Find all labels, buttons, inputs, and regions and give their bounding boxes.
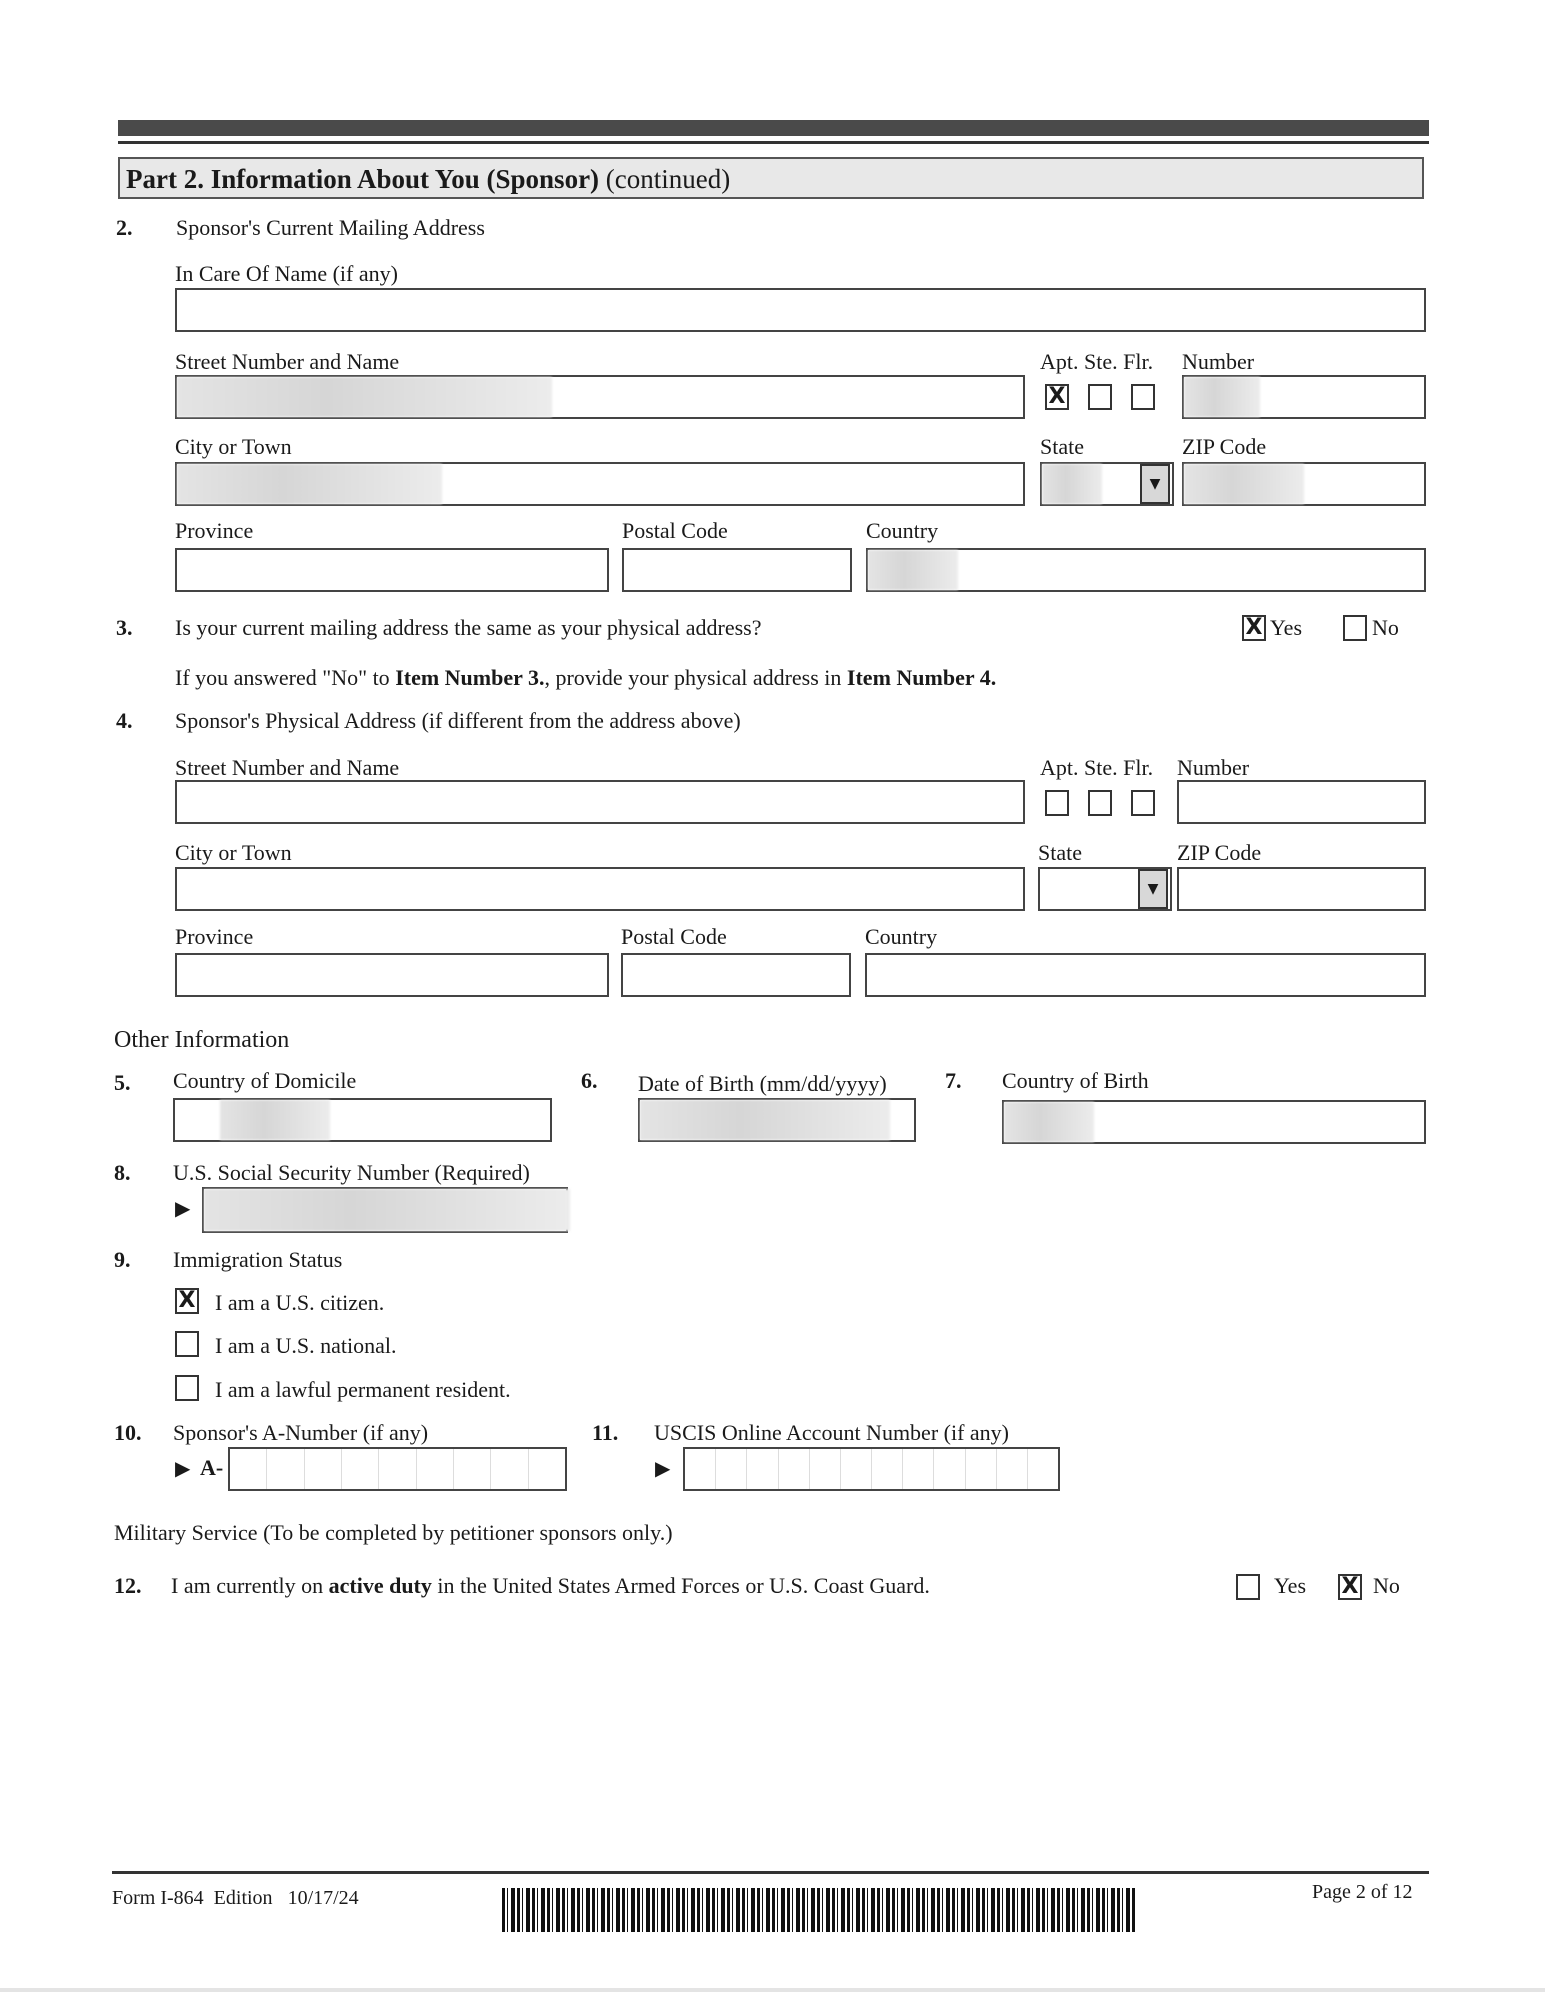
dob-input[interactable] xyxy=(638,1098,916,1142)
city-label: City or Town xyxy=(175,434,292,459)
zip-input[interactable] xyxy=(1182,462,1426,506)
form-edition xyxy=(112,1885,359,1911)
apt-ste-flr-label: Apt. Ste. Flr. xyxy=(1040,755,1154,780)
physical-country-input[interactable] xyxy=(865,953,1426,997)
city-input[interactable] xyxy=(175,462,1025,506)
form-id: Form I-864 xyxy=(112,1887,204,1909)
country-input[interactable] xyxy=(866,548,1426,592)
item2-title: Sponsor's Current Mailing Address xyxy=(176,215,485,240)
item3-yes-label: Yes xyxy=(1270,615,1303,640)
in-care-of-label: In Care Of Name (if any) xyxy=(175,261,398,286)
dob-label: Date of Birth (mm/dd/yyyy) xyxy=(638,1071,887,1096)
item3-no-label: No xyxy=(1372,615,1399,640)
country-birth-label: Country of Birth xyxy=(1002,1068,1149,1093)
ste-checkbox[interactable] xyxy=(1088,384,1112,410)
redacted-value xyxy=(220,1100,330,1140)
part-suffix: (continued) xyxy=(599,164,731,194)
item12-text-pre: I am currently on xyxy=(171,1573,329,1598)
flr-checkbox[interactable] xyxy=(1131,384,1155,410)
item-number: 3. xyxy=(116,615,133,640)
redacted-value xyxy=(204,1189,570,1231)
note-bold: Item Number 3. xyxy=(395,665,545,690)
citizen-checkbox[interactable]: X xyxy=(175,1288,199,1314)
note-bold: Item Number 4. xyxy=(846,665,997,690)
apt-ste-flr-label: Apt. Ste. Flr. xyxy=(1040,349,1154,374)
part-header xyxy=(118,157,1424,199)
in-care-of-input[interactable] xyxy=(175,288,1426,332)
redacted-value xyxy=(1184,464,1304,504)
postal-code-label: Postal Code xyxy=(622,518,728,543)
item-number: 4. xyxy=(116,708,133,733)
lpr-checkbox[interactable] xyxy=(175,1375,199,1401)
arrow-icon: ▶ xyxy=(175,1456,191,1480)
item-number: 10. xyxy=(114,1420,142,1445)
state-label: State xyxy=(1038,840,1082,865)
item-number: 2. xyxy=(116,215,133,240)
zip-label: ZIP Code xyxy=(1177,840,1262,865)
physical-number-input[interactable] xyxy=(1177,780,1426,824)
country-birth-input[interactable] xyxy=(1002,1100,1426,1144)
redacted-value xyxy=(1004,1102,1094,1142)
physical-ste-checkbox[interactable] xyxy=(1088,790,1112,816)
redacted-value xyxy=(1184,377,1260,417)
uscis-account-label: USCIS Online Account Number (if any) xyxy=(654,1420,1009,1445)
item3-question: Is your current mailing address the same as your physical address? xyxy=(175,615,762,640)
item12-text xyxy=(171,1573,930,1599)
physical-postal-code-input[interactable] xyxy=(621,953,851,997)
redacted-value xyxy=(1042,464,1102,504)
item-number: 9. xyxy=(114,1247,131,1272)
street-label: Street Number and Name xyxy=(175,755,400,780)
arrow-icon: ▶ xyxy=(175,1196,191,1220)
item-number: 12. xyxy=(114,1573,142,1598)
physical-zip-input[interactable] xyxy=(1177,867,1426,911)
country-label: Country xyxy=(866,518,939,543)
other-info-heading: Other Information xyxy=(114,1027,290,1053)
item3-note xyxy=(175,665,996,691)
postal-code-input[interactable] xyxy=(622,548,852,592)
physical-city-input[interactable] xyxy=(175,867,1025,911)
number-label: Number xyxy=(1182,349,1255,374)
physical-flr-checkbox[interactable] xyxy=(1131,790,1155,816)
a-number-prefix: A- xyxy=(200,1455,224,1480)
zip-label: ZIP Code xyxy=(1182,434,1267,459)
redacted-value xyxy=(177,464,442,504)
item3-yes-checkbox[interactable]: X xyxy=(1242,615,1266,641)
number-input[interactable] xyxy=(1182,375,1426,419)
country-domicile-label: Country of Domicile xyxy=(173,1068,357,1093)
redacted-value xyxy=(640,1100,890,1140)
item12-text-bold: active duty xyxy=(328,1573,432,1598)
item-number: 7. xyxy=(945,1068,962,1093)
page-edge xyxy=(0,1988,1545,1992)
province-label: Province xyxy=(175,518,254,543)
province-input[interactable] xyxy=(175,548,609,592)
edition-label: Edition xyxy=(213,1887,273,1909)
citizen-label: I am a U.S. citizen. xyxy=(215,1290,385,1315)
street-input[interactable] xyxy=(175,375,1025,419)
city-label: City or Town xyxy=(175,840,292,865)
a-number-input[interactable] xyxy=(228,1447,567,1491)
ssn-label: U.S. Social Security Number (Required) xyxy=(173,1160,530,1185)
national-checkbox[interactable] xyxy=(175,1331,199,1357)
physical-apt-checkbox[interactable] xyxy=(1045,790,1069,816)
immigration-status-label: Immigration Status xyxy=(173,1247,343,1272)
item12-yes-checkbox[interactable] xyxy=(1236,1574,1260,1600)
barcode xyxy=(502,1888,1137,1932)
dropdown-arrow-icon[interactable]: ▼ xyxy=(1138,869,1168,909)
item3-no-checkbox[interactable] xyxy=(1343,615,1367,641)
part-title: Part 2. Information About You (Sponsor) xyxy=(126,164,600,194)
province-label: Province xyxy=(175,924,254,949)
item-number: 5. xyxy=(114,1070,131,1095)
item-number: 8. xyxy=(114,1160,131,1185)
item12-no-checkbox[interactable]: X xyxy=(1338,1574,1362,1600)
top-bar xyxy=(118,120,1429,136)
ssn-input[interactable] xyxy=(202,1187,568,1233)
state-label: State xyxy=(1040,434,1084,459)
item12-no-label: No xyxy=(1373,1573,1400,1598)
number-label: Number xyxy=(1177,755,1250,780)
item12-yes-label: Yes xyxy=(1274,1573,1307,1598)
item-number: 6. xyxy=(581,1068,598,1093)
country-domicile-input[interactable] xyxy=(173,1098,552,1142)
note-text: If you answered "No" to xyxy=(175,665,396,690)
military-heading: Military Service (To be completed by petitioner sponsors only.) xyxy=(114,1520,673,1545)
dropdown-arrow-icon[interactable]: ▼ xyxy=(1140,464,1170,504)
edition-date: 10/17/24 xyxy=(287,1887,359,1909)
physical-province-input[interactable] xyxy=(175,953,609,997)
lpr-label: I am a lawful permanent resident. xyxy=(215,1377,511,1402)
page-number: Page 2 of 12 xyxy=(1312,1881,1413,1903)
top-rule xyxy=(118,141,1429,144)
national-label: I am a U.S. national. xyxy=(215,1333,397,1358)
redacted-value xyxy=(868,550,958,590)
street-label: Street Number and Name xyxy=(175,349,400,374)
arrow-icon: ▶ xyxy=(655,1456,671,1480)
physical-street-input[interactable] xyxy=(175,780,1025,824)
country-label: Country xyxy=(865,924,938,949)
a-number-label: Sponsor's A-Number (if any) xyxy=(173,1420,429,1445)
apt-checkbox[interactable]: X xyxy=(1045,384,1069,410)
note-text: , provide your physical address in xyxy=(544,665,847,690)
footer-rule xyxy=(112,1871,1429,1874)
item12-text-post: in the United States Armed Forces or U.S. Coast Guard. xyxy=(431,1573,930,1598)
item4-title: Sponsor's Physical Address (if different from the address above) xyxy=(175,708,741,733)
uscis-account-input[interactable] xyxy=(683,1447,1060,1491)
item-number: 11. xyxy=(592,1420,619,1445)
postal-code-label: Postal Code xyxy=(621,924,727,949)
redacted-value xyxy=(177,377,552,417)
